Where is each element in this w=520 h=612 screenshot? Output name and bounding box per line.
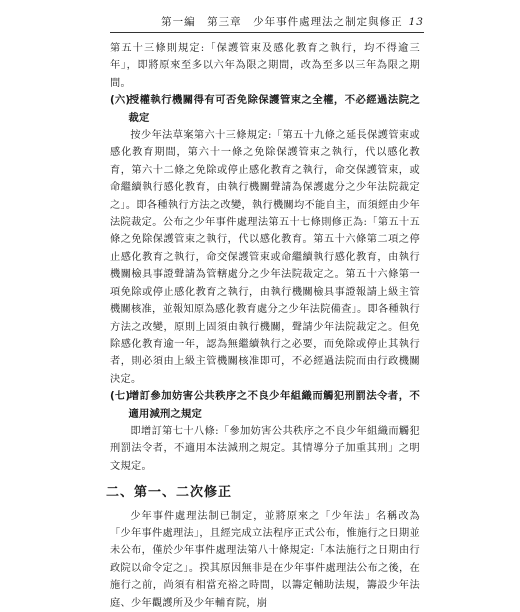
running-header <box>110 14 424 33</box>
paragraph-article-78: 即增訂第七十八條:「參加妨害公共秩序之不良少年組織而觸犯刑罰法令者，不適用本法減刑之規定。其情導分子加重其刑」之明文規定。 <box>110 425 420 472</box>
section-title: 二、第一、二次修正 <box>106 485 233 501</box>
subheading-6 <box>110 92 420 127</box>
subheading-7 <box>110 388 420 423</box>
paragraph-article-53: 第五十三條則規定:「保護管束及感化教育之執行，均不得逾三年」，即將原來至多以六年為限之期間，改為至多以三年為限之期間。 <box>110 43 420 89</box>
paragraph-amendments: 少年事件處理法制已制定，並將原來之「少年法」名稱改為「少年事件處理法」，且經完成立法程序正式公布，惟施行之日期並未公布，僅於少年事件處理法第八十條規定:「本法施行之日期由行政院以命令定之」。揆其原因無非是在少年事件處理法公布之後，在施行之前，尚須有相當充裕之時間，以籌定輔助法規，籌設少年法庭、少年觀護所及少年輔育院，崩 <box>110 510 420 609</box>
subheading-7-number: (七) <box>110 390 131 403</box>
page-number: 13 <box>408 16 424 28</box>
subheading-6-number: (六) <box>110 94 131 107</box>
subheading-6-text: 授權執行機關得有可否免除保護管束之全權，不必經過法院之裁定 <box>128 94 420 124</box>
running-title: 第一編 第三章 少年事件處理法之制定與修正 <box>161 16 403 28</box>
page-body <box>106 40 420 612</box>
paragraph-article-63: 按少年法草案第六十三條規定:「第五十九條之延長保護管束或感化教育期間，第六十一條之免除保護管束之執行，代以感化教育，第六十二條之免除或停止感化教育之執行，命交保護管束，或命繼續執行感化教育，由執行機關聲請為保護處分之少年法院裁定之」。即各種執行方法之改變，執行機關均不能自主，而須經由少年法院裁定。公布之少年事件處理法第五十七條則修正為:「第五十五條之免除保護管束之執行，代以感化教育。第五十六條第二項之停止感化教育之執行，命交保護管束或命繼續執行感化教育，由執行機關檢具事證聲請為管轄處分之少年法院裁定之。第五十六條第一項免除或停止感化教育之執行，由執行機關檢具事證報請上級主管機關核准，並報知原為感化教育處分之少年法院備查」。即各種執行方法之改變，原則上固須由執行機關，聲請少年法院裁定之。但免除感化教育逾一年，認為無繼續執行之必要，而免除或停止其執行者，則必須由上級主管機關核准即可，不必經過法院而由行政機關決定。 <box>110 130 420 385</box>
subheading-7-text: 增訂參加妨害公共秩序之不良少年組織而觸犯刑罰法令者，不適用減刑之規定 <box>128 390 420 420</box>
